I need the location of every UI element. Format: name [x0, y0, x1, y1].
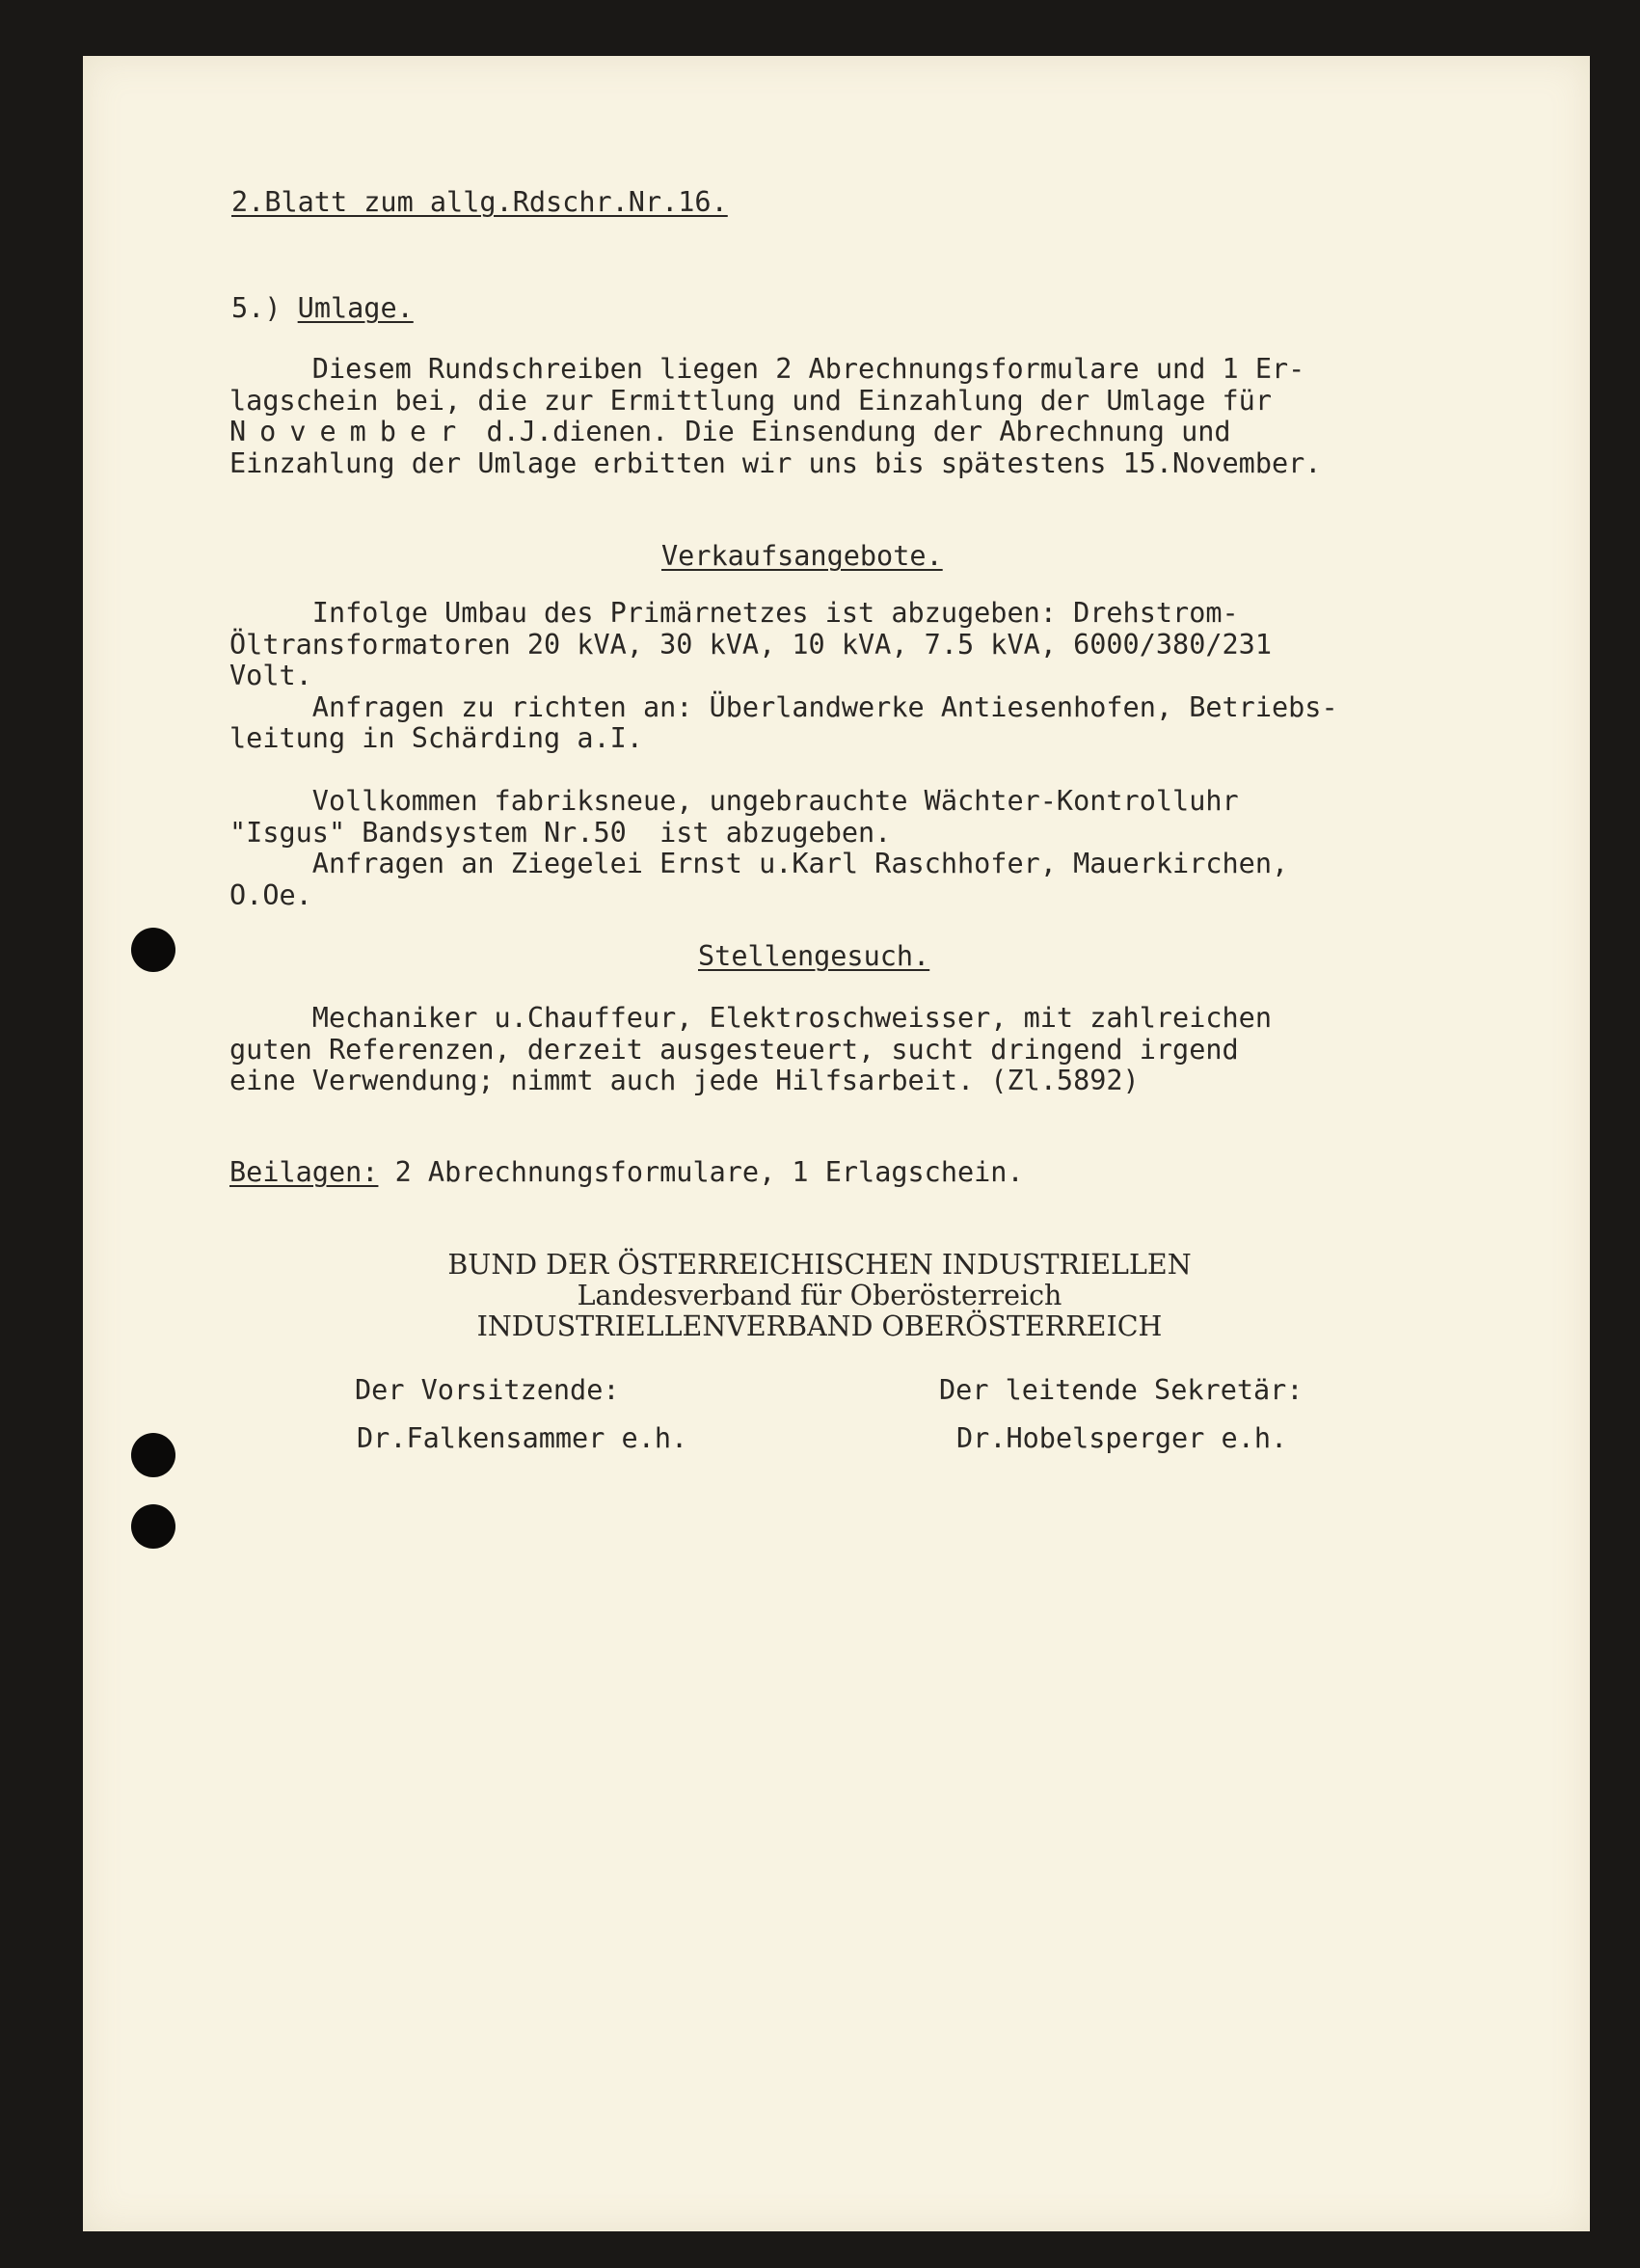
text-line: eine Verwendung; nimmt auch jede Hilfsarbeit. (Zl.5892) — [229, 1065, 1140, 1096]
section-heading-umlage — [231, 293, 414, 324]
text-line — [229, 417, 1483, 448]
paragraph-umlage — [229, 354, 1483, 479]
text-line: guten Referenzen, derzeit ausgesteuert, sucht dringend irgend — [229, 1033, 1239, 1066]
org-name-1: BUND DER ÖSTERREICHISCHEN INDUSTRIELLEN — [447, 1249, 1192, 1281]
text-line-rest: d.J.dienen. Die Einsendung der Abrechnung und — [470, 416, 1231, 447]
text-line: Öltransformatoren 20 kVA, 30 kVA, 10 kVA, 7.5 kVA, 6000/380/231 — [229, 628, 1272, 661]
text-line: O.Oe. — [229, 878, 312, 911]
text-line: lagschein bei, die zur Ermittlung und Einzahlung der Umlage für — [229, 384, 1272, 417]
text-line: Vollkommen fabriksneue, ungebrauchte Wächter-Kontrolluhr — [229, 785, 1239, 817]
heading-text: Umlage. — [297, 292, 414, 324]
paragraph-stellen — [229, 1003, 1483, 1097]
month-spaced: November — [229, 416, 470, 447]
enclosures-label: Beilagen: — [229, 1156, 379, 1188]
text-line: Mechaniker u.Chauffeur, Elektroschweisser, mit zahlreichen — [229, 1002, 1272, 1034]
sheet-header: 2.Blatt zum allg.Rdschr.Nr.16. — [231, 186, 728, 218]
signatory-right-name: Dr.Hobelsperger e.h. — [956, 1422, 1288, 1454]
enclosures — [229, 1157, 1024, 1188]
signatory-right-role: Der leitende Sekretär: — [939, 1374, 1304, 1406]
text-line: Diesem Rundschreiben liegen 2 Abrechnungsformulare und 1 Er- — [229, 353, 1305, 385]
heading-number: 5.) — [231, 292, 282, 324]
text-line: Anfragen an Ziegelei Ernst u.Karl Raschhofer, Mauerkirchen, — [229, 848, 1289, 879]
paragraph-verkauf-1 — [229, 598, 1483, 755]
paragraph-verkauf-2 — [229, 786, 1483, 911]
org-name-3: INDUSTRIELLENVERBAND OBERÖSTERREICH — [476, 1310, 1163, 1342]
text-line: "Isgus" Bandsystem Nr.50 ist abzugeben. — [229, 816, 892, 849]
text-line: Einzahlung der Umlage erbitten wir uns bis spätestens 15.November. — [229, 446, 1322, 479]
enclosures-text: 2 Abrechnungsformulare, 1 Erlagschein. — [378, 1156, 1024, 1188]
text-line: Anfragen zu richten an: Überlandwerke Antiesenhofen, Betriebs- — [229, 690, 1338, 723]
section-heading-stellen: Stellengesuch. — [698, 940, 930, 972]
text-line: leitung in Schärding a.I. — [229, 722, 643, 754]
text-line: Infolge Umbau des Primärnetzes ist abzugeben: Drehstrom- — [229, 597, 1239, 629]
org-name-2: Landesverband für Oberösterreich — [577, 1280, 1062, 1311]
signatory-left-name: Dr.Falkensammer e.h. — [357, 1422, 688, 1454]
text-line: Volt. — [229, 660, 312, 691]
signatory-left-role: Der Vorsitzende: — [355, 1374, 620, 1406]
section-heading-verkauf: Verkaufsangebote. — [661, 540, 943, 572]
